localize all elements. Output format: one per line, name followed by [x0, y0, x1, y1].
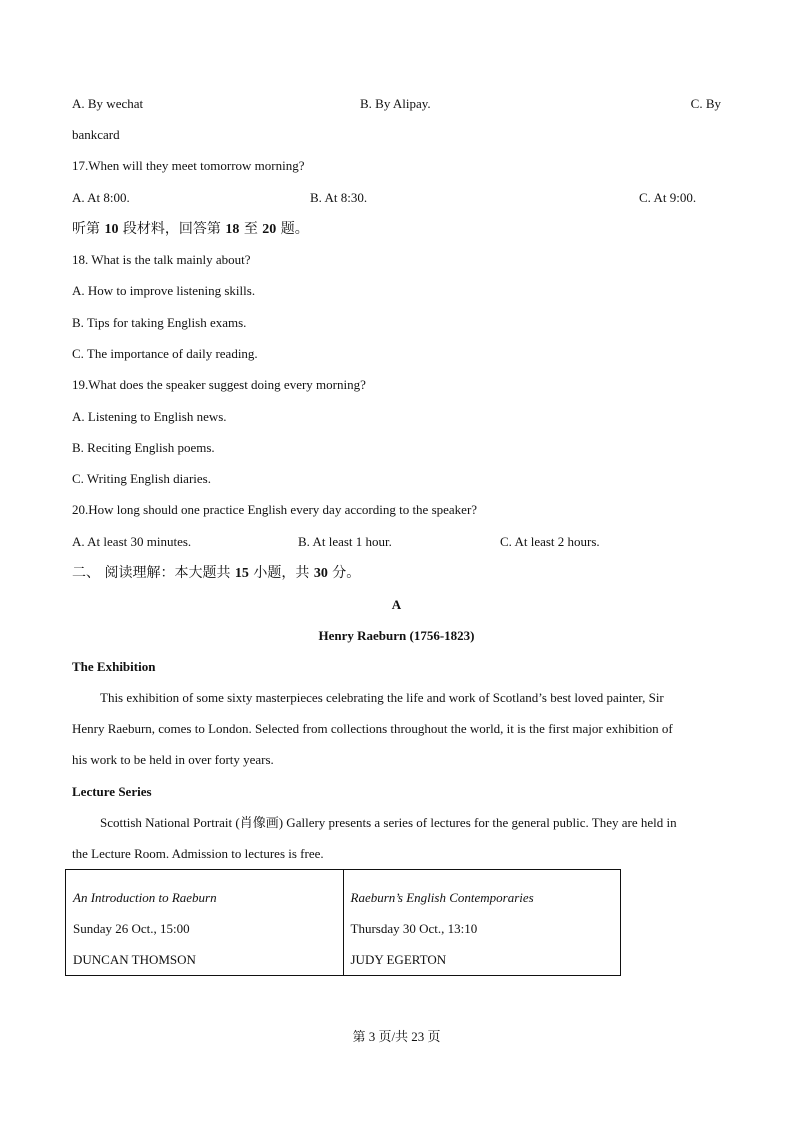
exhibition-heading: The Exhibition	[72, 659, 156, 674]
q17-option-b: B. At 8:30.	[310, 190, 368, 205]
lecture-cell-1	[66, 870, 344, 976]
section-instruction: 听第 10 段材料，回答第 18 至 20 题。	[72, 221, 309, 237]
passage-letter: A	[391, 597, 402, 612]
q20-question: 20.How long should one practice English every day according to the speaker?	[72, 502, 478, 517]
exhibition-line-1: This exhibition of some sixty masterpieces celebrating the life and work of Scotland’s best loved painter, Sir	[100, 690, 664, 705]
lecture-line-1: Scottish National Portrait (肖像画) Gallery presents a series of lectures for the general public. They are held in	[100, 815, 677, 830]
q20-option-a: A. At least 30 minutes.	[72, 534, 192, 549]
q17-option-c: C. At 9:00.	[639, 190, 697, 205]
q16-option-b: B. By Alipay.	[360, 96, 431, 111]
lecture-cell-2	[343, 870, 621, 976]
q18-option-a: A. How to improve listening skills.	[72, 283, 256, 298]
lecture-title: Raeburn’s English Contemporaries	[350, 890, 534, 905]
exhibition-line-2: Henry Raeburn, comes to London. Selected from collections throughout the world, it is the first major exhibition of	[72, 721, 673, 736]
q16-option-c-start: C. By	[690, 96, 721, 111]
q17-options	[72, 190, 721, 206]
q16-options	[72, 96, 721, 112]
page-footer: 第 3 页/共 23 页	[352, 1029, 441, 1044]
lecture-heading: Lecture Series	[72, 784, 152, 799]
q19-option-a: A. Listening to English news.	[72, 409, 227, 424]
q20-options	[72, 534, 721, 550]
q19-question: 19.What does the speaker suggest doing every morning?	[72, 377, 366, 392]
q19-option-b: B. Reciting English poems.	[72, 440, 215, 455]
q17-question: 17.When will they meet tomorrow morning?	[72, 158, 305, 173]
lecture-speaker: DUNCAN THOMSON	[73, 952, 196, 967]
lecture-title: An Introduction to Raeburn	[73, 890, 217, 905]
q16-option-a: A. By wechat	[72, 96, 144, 111]
q18-option-b: B. Tips for taking English exams.	[72, 315, 247, 330]
q16-option-c-end: bankcard	[72, 127, 120, 142]
q18-question: 18. What is the talk mainly about?	[72, 252, 251, 267]
part2-heading: 二、 阅读理解：本大题共 15 小题，共 30 分。	[72, 565, 361, 581]
lecture-time: Thursday 30 Oct., 13:10	[350, 921, 478, 936]
q20-option-c: C. At least 2 hours.	[500, 534, 600, 549]
lecture-speaker: JUDY EGERTON	[350, 952, 447, 967]
q20-option-b: B. At least 1 hour.	[298, 534, 392, 549]
exhibition-line-3: his work to be held in over forty years.	[72, 752, 274, 767]
q17-option-a: A. At 8:00.	[72, 190, 130, 205]
q19-option-c: C. Writing English diaries.	[72, 471, 211, 486]
lecture-table	[65, 869, 621, 976]
lecture-line-2: the Lecture Room. Admission to lectures is free.	[72, 846, 324, 861]
passage-title: Henry Raeburn (1756-1823)	[318, 628, 475, 643]
table-row	[66, 870, 621, 976]
q18-option-c: C. The importance of daily reading.	[72, 346, 258, 361]
lecture-time: Sunday 26 Oct., 15:00	[73, 921, 190, 936]
